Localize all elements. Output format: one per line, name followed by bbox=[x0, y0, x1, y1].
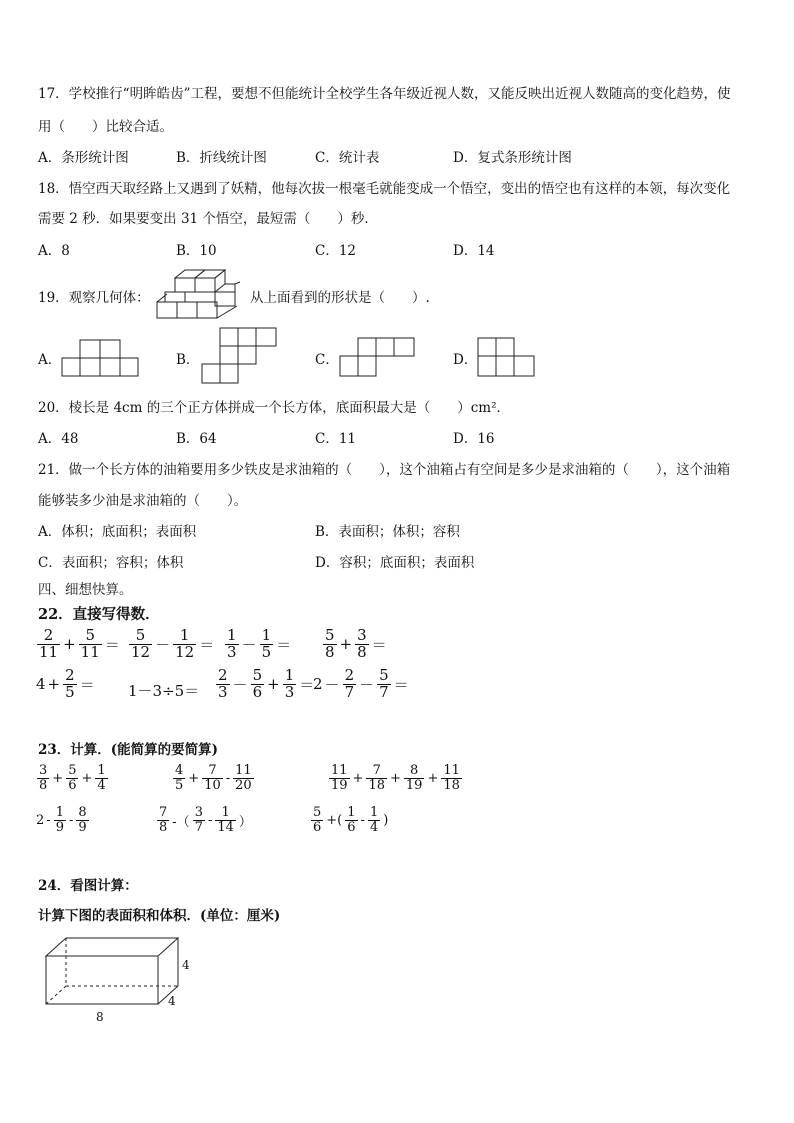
q17-option-c: C．统计表 bbox=[315, 150, 380, 166]
q22-expr-8: 2 － $\frac{2}{7}$ － $\frac{5}{7}$ ＝ bbox=[313, 666, 409, 701]
q21-option-d: D．容积；底面积；表面积 bbox=[315, 555, 475, 571]
q17-line1: 17．学校推行“明眸皓齿”工程，要想不但能统计全校学生各年级近视人数，又能反映出近视人数随高的变化趋势，使 bbox=[38, 86, 731, 102]
q23-expr-2: $\frac{4}{5}$ + $\frac{7}{10}$ - $\frac{11}{20}$ bbox=[175, 763, 252, 793]
q19-option-d: D． bbox=[453, 352, 478, 368]
q23-expr-1: $\frac{3}{8}$ + $\frac{5}{6}$ + $\frac{1}{4}$ bbox=[39, 763, 106, 793]
q20-line1: 20．棱长是 4cm 的三个正方体拼成一个长方体，底面积最大是（ ）cm²． bbox=[38, 400, 510, 416]
q21-option-c: C．表面积；容积；体积 bbox=[38, 555, 184, 571]
q19-option-c: C． bbox=[315, 352, 339, 368]
q22-expr-1: $\frac{2}{11}$ + $\frac{5}{11}$ ＝ bbox=[39, 626, 120, 661]
q23-expr-4: 2 - $\frac{1}{9}$ - $\frac{8}{9}$ bbox=[36, 805, 87, 835]
q19-suffix: 从上面看到的形状是（ ）. bbox=[250, 290, 430, 306]
q20-option-d: D．16 bbox=[453, 431, 495, 447]
q19-prefix: 19．观察几何体： bbox=[38, 290, 150, 306]
cuboid-figure bbox=[44, 936, 204, 1026]
q18-line1: 18．悟空西天取经路上又遇到了妖精，他每次拔一根毫毛就能变成一个悟空，变出的悟空也有这样的本领，每次变化 bbox=[38, 181, 731, 197]
q19-solid-figure bbox=[155, 268, 240, 320]
cuboid-height-label: 4 bbox=[182, 958, 190, 972]
q19-option-b-figure bbox=[200, 326, 280, 386]
q18-option-a: A．8 bbox=[38, 243, 70, 259]
q18-option-b: B．10 bbox=[176, 243, 217, 259]
q21-option-b: B．表面积；体积；容积 bbox=[315, 524, 460, 540]
q19-option-a: A． bbox=[38, 352, 62, 368]
q22-expr-7: $\frac{2}{3}$ － $\frac{5}{6}$ + $\frac{1}{3}$ ＝ bbox=[218, 666, 315, 701]
q22-expr-6: 1－3÷5＝ bbox=[128, 682, 200, 700]
q22-title: 22．直接写得数． bbox=[38, 606, 160, 623]
q17-option-d: D．复式条形统计图 bbox=[453, 150, 572, 166]
q20-option-c: C．11 bbox=[315, 431, 357, 447]
q22-expr-5: 4 + $\frac{2}{5}$ ＝ bbox=[36, 666, 95, 701]
q21-option-a: A．体积；底面积；表面积 bbox=[38, 524, 197, 540]
q19-option-d-figure bbox=[476, 336, 536, 378]
q23-expr-5: $\frac{7}{8}$ -（ $\frac{3}{7}$ - $\frac{1}{14}$ ） bbox=[159, 805, 252, 835]
q22-expr-2: $\frac{5}{12}$ － $\frac{1}{12}$ ＝ bbox=[131, 626, 215, 661]
q22-expr-8-int: 2 bbox=[313, 675, 323, 694]
q18-option-c: C．12 bbox=[315, 243, 357, 259]
section-heading: 四、细想快算。 bbox=[38, 582, 133, 598]
q22-expr-4: $\frac{5}{8}$ + $\frac{3}{8}$ ＝ bbox=[325, 626, 387, 661]
q23-title: 23．计算．(能简算的要简算) bbox=[38, 742, 219, 758]
q20-option-b: B．64 bbox=[176, 431, 217, 447]
q20-option-a: A．48 bbox=[38, 431, 79, 447]
q23-expr-3: $\frac{11}{19}$ + $\frac{7}{18}$ + $\frac{8}{19}$ + $\frac{11}{18}$ bbox=[331, 763, 460, 793]
q19-option-c-figure bbox=[338, 336, 418, 378]
q23-expr-6: $\frac{5}{6}$ +( $\frac{1}{6}$ - $\frac{1}{4}$ ) bbox=[313, 805, 389, 835]
q24-title: 24．看图计算： bbox=[38, 878, 138, 894]
cuboid-length-label: 8 bbox=[96, 1010, 104, 1024]
q24-subtitle: 计算下图的表面积和体积．(单位：厘米) bbox=[38, 908, 281, 924]
q22-expr-3: $\frac{1}{3}$ － $\frac{1}{5}$ ＝ bbox=[227, 626, 292, 661]
q19-option-b: B． bbox=[176, 352, 200, 368]
q17-option-b: B．折线统计图 bbox=[176, 150, 267, 166]
q17-option-a: A．条形统计图 bbox=[38, 150, 129, 166]
q21-line1: 21．做一个长方体的油箱要用多少铁皮是求油箱的（ ），这个油箱占有空间是多少是求油箱的（ ），这个油箱 bbox=[38, 462, 731, 478]
q18-option-d: D．14 bbox=[453, 243, 495, 259]
q19-option-a-figure bbox=[60, 338, 140, 378]
q18-line2: 需要 2 秒．如果要变出 31 个悟空，最短需（ ）秒． bbox=[38, 211, 378, 227]
q22-expr-5-int: 4 bbox=[36, 675, 46, 694]
q21-line2: 能够装多少油是求油箱的（ ）。 bbox=[38, 493, 248, 509]
q17-line2: 用（ ）比较合适。 bbox=[38, 119, 173, 135]
cuboid-width-label: 4 bbox=[168, 994, 176, 1008]
